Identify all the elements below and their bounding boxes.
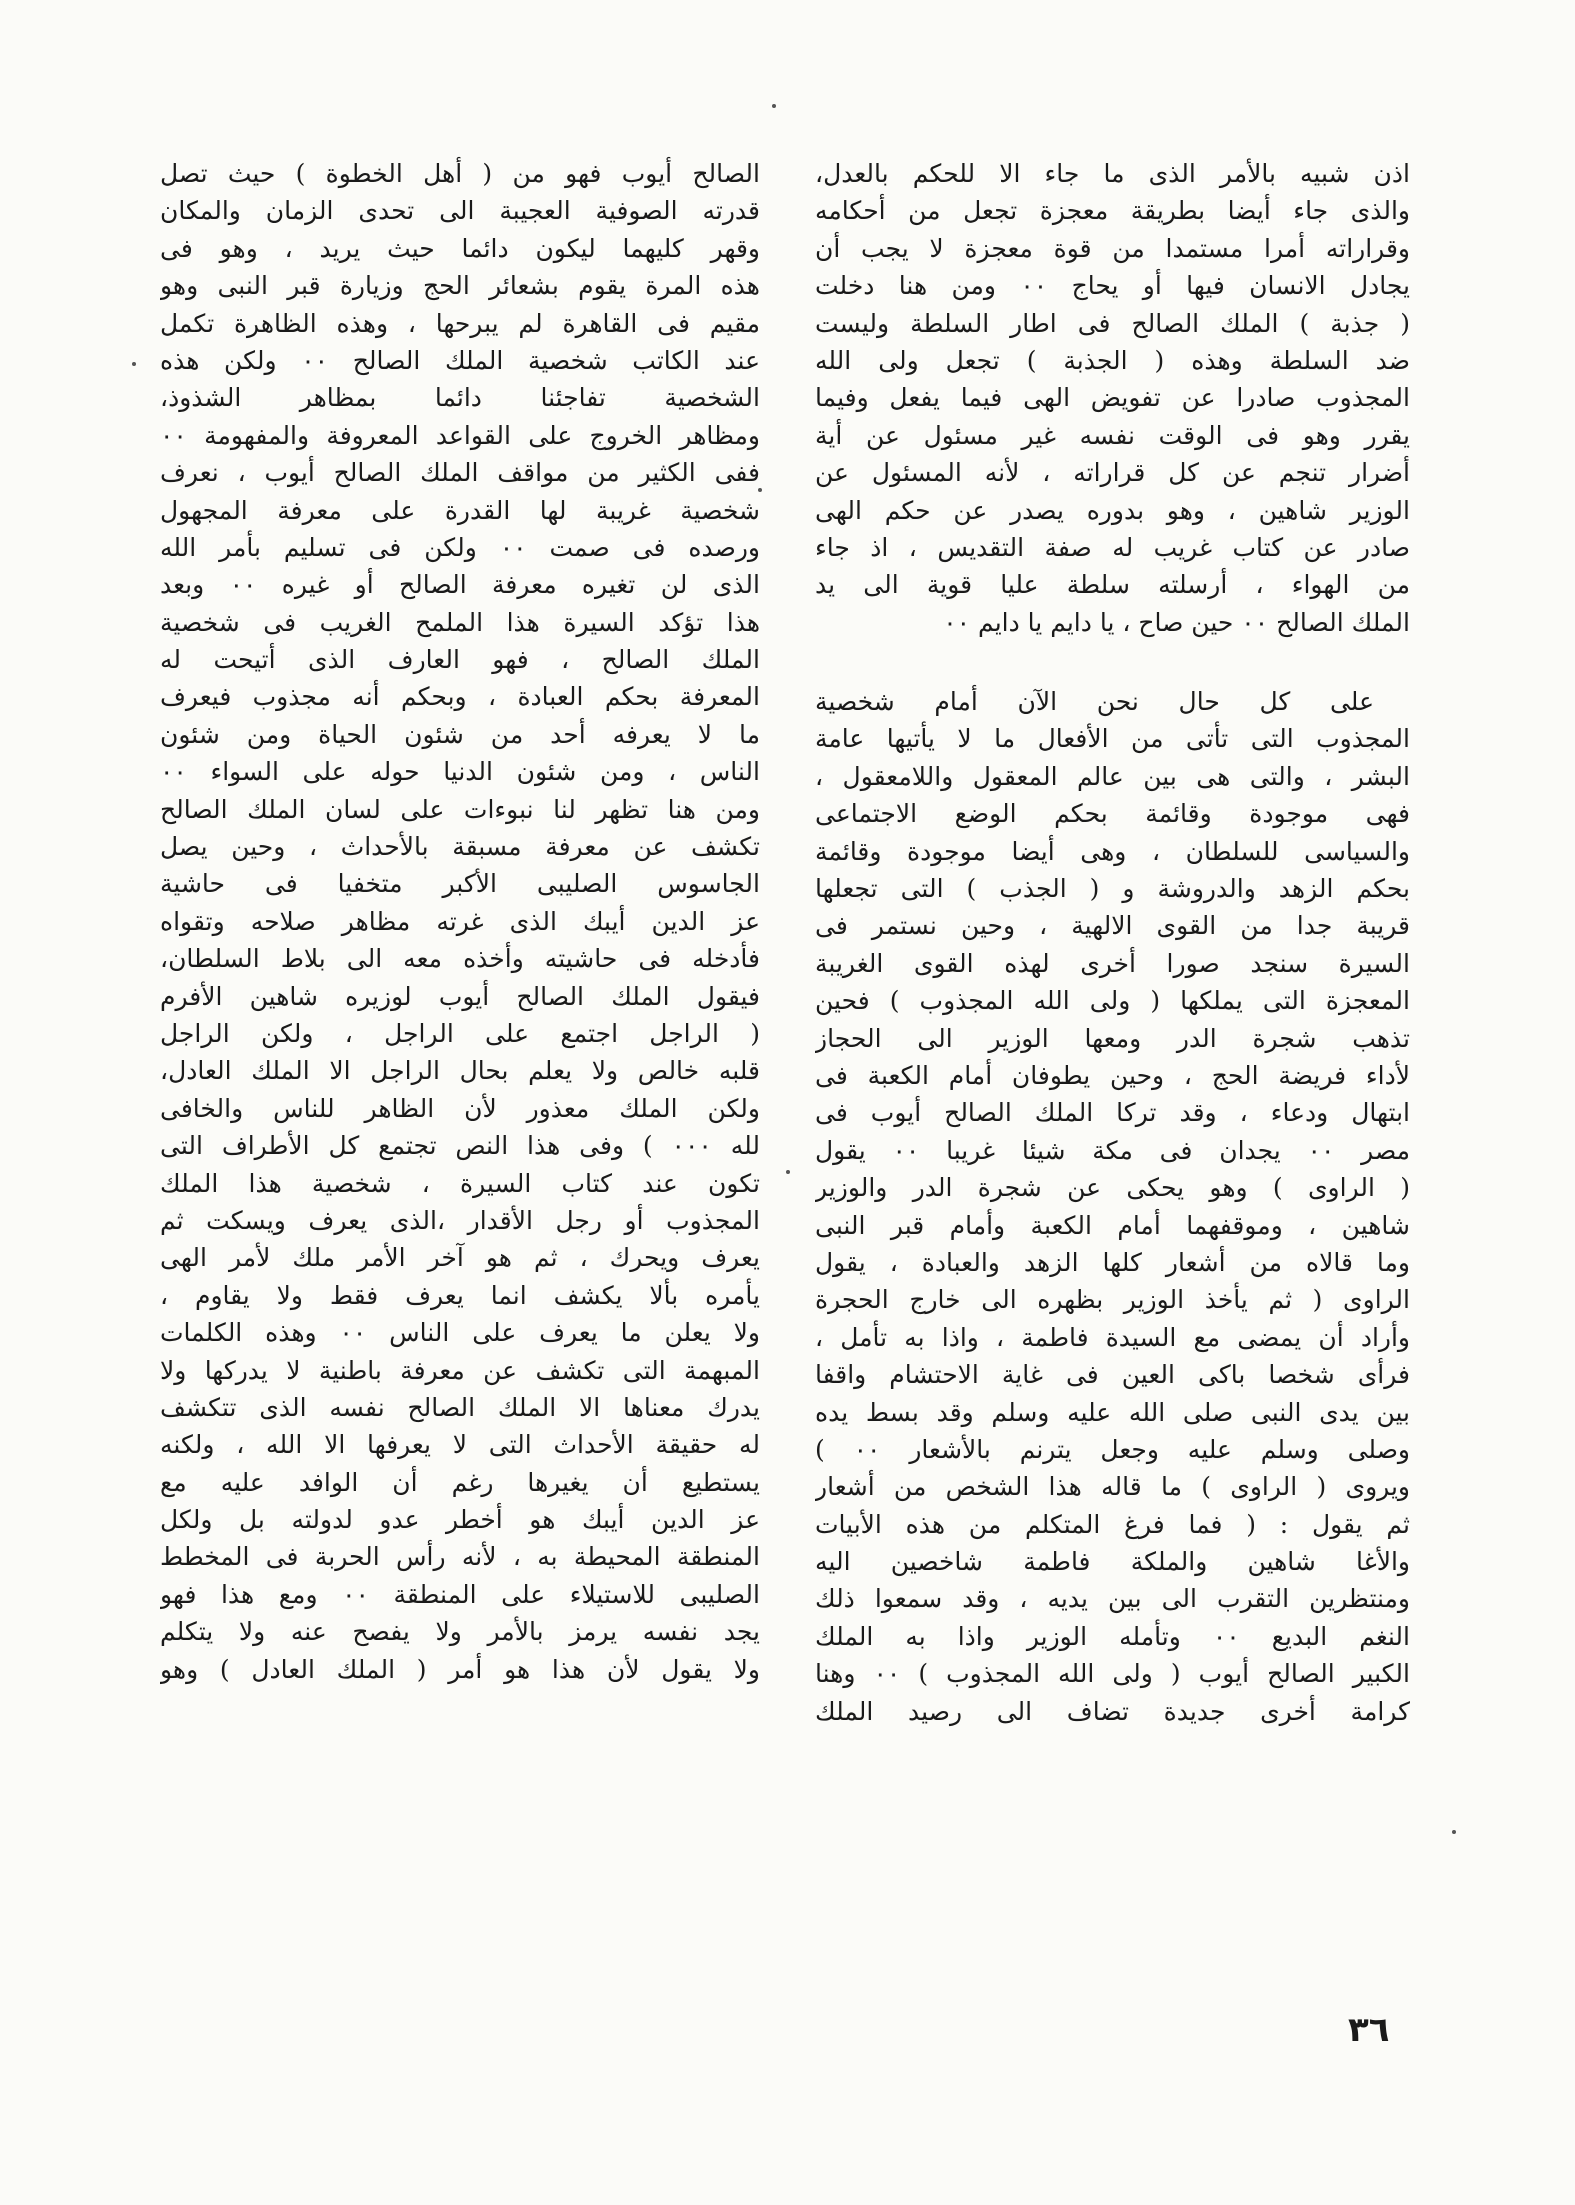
- text-line: الوزير شاهين ، وهو بدوره يصدر عن حكم الهى: [815, 495, 1410, 525]
- text-line: بين يدى النبى صلى الله عليه وسلم وقد بسط يده: [815, 1397, 1410, 1427]
- right-paragraph-1: [815, 155, 1410, 641]
- left-text-column: [160, 155, 760, 1688]
- text-line: ابتهال ودعاء ، وقد تركا الملك الصالح أيوب فى: [815, 1098, 1410, 1128]
- text-line: لله ٠٠٠ ) وفى هذا النص تجتمع كل الأطراف التى: [160, 1131, 760, 1161]
- text-line: وقراراته أمرا مستمدا من قوة معجزة لا يجب أن: [815, 233, 1410, 263]
- text-line: قدرته الصوفية العجيبة الى تحدى الزمان والمكان: [160, 196, 760, 226]
- text-line: يجد نفسه يرمز بالأمر ولا يفصح عنه ولا يتكلم: [160, 1617, 760, 1647]
- text-line: الملك الصالح ، فهو العارف الذى أتيحت له: [160, 645, 760, 675]
- text-line: تذهب شجرة الدر ومعها الوزير الى الحجاز: [815, 1023, 1410, 1053]
- text-line: ( الراجل اجتمع على الراجل ، ولكن الراجل: [160, 1018, 760, 1048]
- text-line: يأمره بألا يكشف انما يعرف فقط ولا يقاوم ،: [160, 1280, 760, 1310]
- text-line: الشخصية تفاجئنا دائما بمظاهر الشذوذ،: [160, 383, 760, 413]
- text-line: ثم يقول : ( فما فرغ المتكلم من هذه الأبيات: [815, 1509, 1410, 1539]
- text-line: فرأى شخصا باكى العين فى غاية الاحتشام واقفا: [815, 1360, 1410, 1390]
- text-line: اذن شبيه بالأمر الذى ما جاء الا للحكم بالعدل،: [815, 159, 1410, 188]
- text-line: الكبير الصالح أيوب ( ولى الله المجذوب ) ٠٠ وهنا: [815, 1659, 1410, 1689]
- text-line: المجذوب أو رجل الأقدار ،الذى يعرف ويسكت ثم: [160, 1205, 760, 1235]
- text-line: والأغا شاهين والملكة فاطمة شاخصين اليه: [815, 1547, 1410, 1577]
- text-line: ومنتظرين التقرب الى بين يديه ، وقد سمعوا ذلك: [815, 1584, 1410, 1614]
- right-paragraph-2: [815, 683, 1410, 1730]
- text-line: وما قالاه من أشعار كلها الزهد والعبادة ، يقول: [815, 1247, 1410, 1277]
- text-line: ومظاهر الخروج على القواعد المعروفة والمفهومة ٠٠: [160, 420, 760, 450]
- text-line: وصلى وسلم عليه وجعل يترنم بالأشعار ٠٠ ): [815, 1434, 1410, 1464]
- text-line: هذه المرة يقوم بشعائر الحج وزيارة قبر النبى وهو: [160, 271, 760, 301]
- text-line: على كل حال نحن الآن أمام شخصية: [815, 687, 1374, 717]
- text-line: له حقيقة الأحداث التى لا يعرفها الا الله ، ولكنه: [160, 1430, 760, 1460]
- text-line: الذى لن تغيره معرفة الصالح أو غيره ٠٠ وبعد: [160, 570, 760, 600]
- text-line: تكون عند كتاب السيرة ، شخصية هذا الملك: [160, 1168, 760, 1198]
- text-line: يقرر وهو فى الوقت نفسه غير مسئول عن أية: [815, 420, 1410, 450]
- text-line: ولا يقول لأن هذا هو أمر ( الملك العادل ) وهو: [160, 1654, 760, 1684]
- text-line: لأداء فريضة الحج ، وحين يطوفان أمام الكعبة فى: [815, 1060, 1410, 1090]
- text-line: البشر ، والتى هى بين عالم المعقول واللامعقول ،: [815, 761, 1410, 791]
- text-line: كرامة أخرى جديدة تضاف الى رصيد الملك: [815, 1696, 1410, 1726]
- text-line: ( جذبة ) الملك الصالح فى اطار السلطة وليست: [815, 308, 1410, 338]
- left-paragraph-2: [160, 454, 760, 1688]
- text-line: عند الكاتب شخصية الملك الصالح ٠٠ ولكن هذه: [160, 345, 760, 375]
- text-line: مصر ٠٠ يجدان فى مكة شيئا غريبا ٠٠ يقول: [815, 1135, 1410, 1165]
- text-line: المبهمة التى تكشف عن معرفة باطنية لا يدركها ولا: [160, 1355, 760, 1385]
- text-line: صادر عن كتاب غريب له صفة التقديس ، اذ جاء: [815, 532, 1410, 562]
- text-line: قلبه خالص ولا يعلم بحال الراجل الا الملك العادل،: [160, 1056, 760, 1086]
- text-line: شخصية غريبة لها القدرة على معرفة المجهول: [160, 495, 760, 525]
- text-line: المعرفة بحكم العبادة ، وبحكم أنه مجذوب فيعرف: [160, 682, 760, 712]
- text-line: يعرف ويحرك ، ثم هو آخر الأمر ملك لأمر الهى: [160, 1243, 760, 1273]
- text-line: المعجزة التى يملكها ( ولى الله المجذوب ) فحين: [815, 986, 1410, 1016]
- text-line: شاهين ، وموقفهما أمام الكعبة وأمام قبر النبى: [815, 1210, 1410, 1240]
- text-line: يستطيع أن يغيرها رغم أن الوافد عليه مع: [160, 1467, 760, 1497]
- text-line: يدرك معناها الا الملك الصالح نفسه الذى تتكشف: [160, 1392, 760, 1422]
- text-line: الجاسوس الصليبى الأكبر متخفيا فى حاشية: [160, 869, 760, 899]
- text-line: والذى جاء أيضا بطريقة معجزة تجعل من أحكامه: [815, 196, 1410, 226]
- text-line: الناس ، ومن شئون الدنيا حوله على السواء ٠٠: [160, 757, 760, 787]
- text-line: الصالح أيوب فهو من ( أهل الخطوة ) حيث تصل: [160, 159, 760, 188]
- text-line: الملك الصالح ٠٠ حين صاح ، يا دايم يا دايم ٠٠: [943, 607, 1410, 637]
- text-line: ورصده فى صمت ٠٠ ولكن فى تسليم بأمر الله: [160, 532, 760, 562]
- text-line: المجذوب التى تأتى من الأفعال ما لا يأتيها عامة: [815, 724, 1410, 754]
- text-line: عز الدين أيبك هو أخطر عدو لدولته بل ولكل: [160, 1505, 760, 1535]
- text-line: عز الدين أيبك الذى غرته مظاهر صلاحه وتقواه: [160, 906, 760, 936]
- text-line: وأراد أن يمضى مع السيدة فاطمة ، واذا به تأمل ،: [815, 1322, 1410, 1352]
- left-paragraph-1: [160, 155, 760, 454]
- text-line: ما لا يعرفه أحد من شئون الحياة ومن شئون: [160, 719, 760, 749]
- text-line: ولا يعلن ما يعرف على الناس ٠٠ وهذه الكلمات: [160, 1318, 760, 1348]
- page-number: ٣٦: [1348, 2010, 1390, 2050]
- text-line: مقيم فى القاهرة لم يبرحها ، وهذه الظاهرة تكمل: [160, 308, 760, 338]
- text-line: فهى موجودة وقائمة بحكم الوضع الاجتماعى: [815, 799, 1410, 829]
- text-line: ( الراوى ) وهو يحكى عن شجرة الدر والوزير: [815, 1173, 1410, 1203]
- text-line: والسياسى للسلطان ، وهى أيضا موجودة وقائمة: [815, 836, 1410, 866]
- right-text-column: [815, 155, 1410, 1730]
- text-line: من الهواء ، أرسلته سلطة عليا قوية الى يد: [815, 570, 1410, 600]
- text-line: بحكم الزهد والدروشة و ( الجذب ) التى تجعلها: [815, 874, 1410, 904]
- scan-speck: [772, 104, 776, 108]
- text-line: ومن هنا تظهر لنا نبوءات على لسان الملك الصالح: [160, 794, 760, 824]
- scan-speck: [132, 362, 136, 366]
- text-line: الراوى ( ثم يأخذ الوزير بظهره الى خارج الحجرة: [815, 1285, 1410, 1315]
- scan-speck: [786, 1170, 790, 1174]
- text-line: قريبة جدا من القوى الالهية ، وحين نستمر فى: [815, 911, 1410, 941]
- text-line: ويروى ( الراوى ) ما قاله هذا الشخص من أشعار: [815, 1472, 1410, 1502]
- text-line: الصليبى للاستيلاء على المنطقة ٠٠ ومع هذا فهو: [160, 1579, 760, 1609]
- text-line: ففى الكثير من مواقف الملك الصالح أيوب ، نعرف: [160, 458, 760, 488]
- text-line: يجادل الانسان فيها أو يحاج ٠٠ ومن هنا دخلت: [815, 271, 1410, 301]
- paragraph-gap: [815, 641, 1410, 683]
- text-line: النغم البديع ٠٠ وتأمله الوزير واذا به الملك: [815, 1621, 1410, 1651]
- text-line: وقهر كليهما ليكون دائما حيث يريد ، وهو فى: [160, 233, 760, 263]
- text-line: ضد السلطة وهذه ( الجذبة ) تجعل ولى الله: [815, 345, 1410, 375]
- text-line: فأدخله فى حاشيته وأخذه معه الى بلاط السلطان،: [160, 944, 760, 974]
- scan-speck: [1452, 1830, 1456, 1834]
- text-line: تكشف عن معرفة مسبقة بالأحداث ، وحين يصل: [160, 832, 760, 862]
- text-line: ولكن الملك معذور لأن الظاهر للناس والخافى: [160, 1093, 760, 1123]
- text-line: المنطقة المحيطة به ، لأنه رأس الحربة فى المخطط: [160, 1542, 760, 1572]
- text-line: هذا تؤكد السيرة هذا الملمح الغريب فى شخصية: [160, 607, 760, 637]
- text-line: السيرة سنجد صورا أخرى لهذه القوى الغريبة: [815, 948, 1410, 978]
- text-line: المجذوب صادرا عن تفويض الهى فيما يفعل وفيما: [815, 383, 1410, 413]
- scan-speck: [758, 488, 762, 492]
- text-line: فيقول الملك الصالح أيوب لوزيره شاهين الأفرم: [160, 981, 760, 1011]
- text-line: أضرار تنجم عن كل قراراته ، لأنه المسئول عن: [815, 458, 1410, 488]
